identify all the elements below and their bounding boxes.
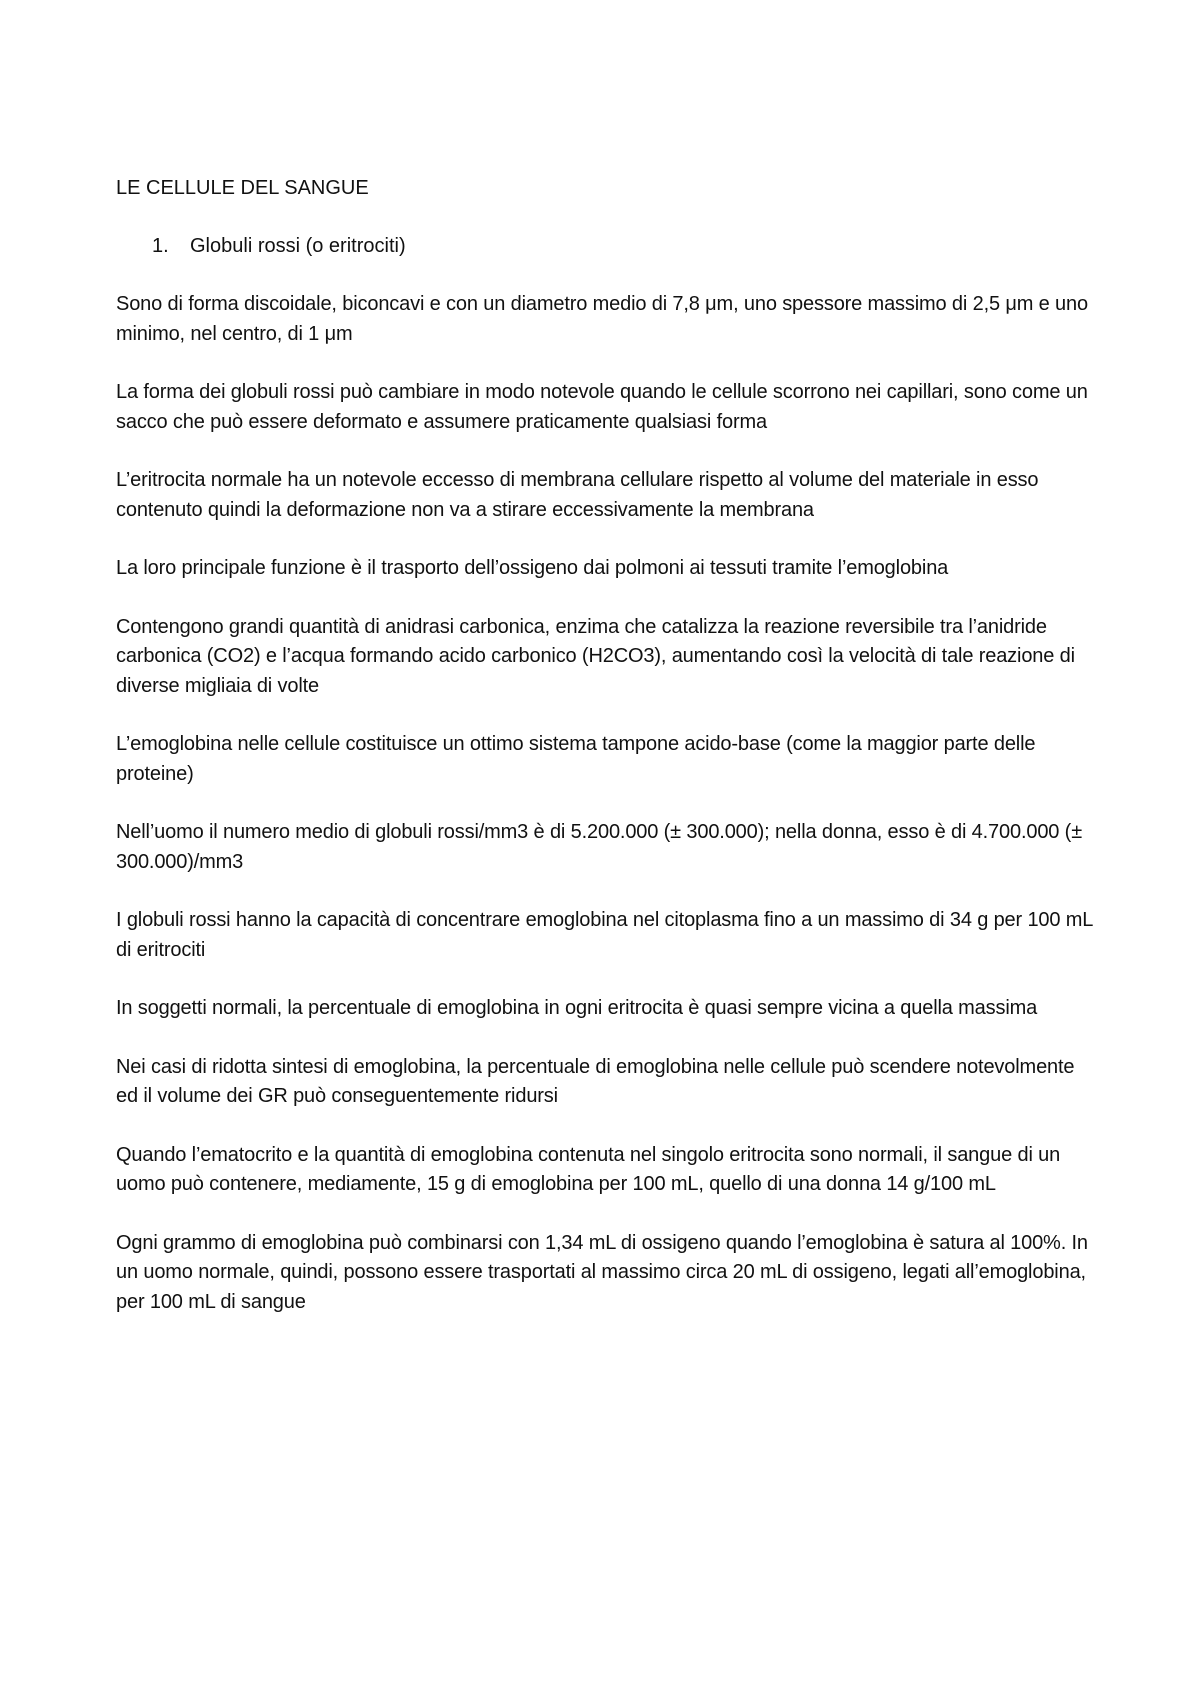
paragraph-carbonic-anhydrase: Contengono grandi quantità di anidrasi carbonica, enzima che catalizza la reazione reversibile tra l’anidride carbonica (CO2) e l’acqua formando acido carbonico (H2CO3), aumentando così la velocità di tale reazione di diverse migliaia di volte (116, 615, 1075, 697)
paragraph-function: La loro principale funzione è il trasporto dell’ossigeno dai polmoni ai tessuti tramite l’emoglobina (116, 557, 949, 579)
paragraph-shape: Sono di forma discoidale, biconcavi e con un diametro medio di 7,8 μm, uno spessore massimo di 2,5 μm e uno minimo, nel centro, di 1 μm (116, 293, 1088, 345)
paragraph-count: Nell’uomo il numero medio di globuli rossi/mm3 è di 5.200.000 (± 300.000); nella donna, esso è di 4.700.000 (± 300.000)/mm3 (116, 821, 1083, 873)
paragraph-buffer: L’emoglobina nelle cellule costituisce un ottimo sistema tampone acido-base (come la maggior parte delle proteine) (116, 733, 1036, 785)
paragraph-oxygen-capacity: Ogni grammo di emoglobina può combinarsi con 1,34 mL di ossigeno quando l’emoglobina è satura al 100%. In un uomo normale, quindi, possono essere trasportati al massimo circa 20 mL di ossigeno, legati all’emoglobina, per 100 mL di sangue (116, 1231, 1088, 1313)
section-label: Globuli rossi (o eritrociti) (190, 235, 406, 257)
paragraph-concentration: I globuli rossi hanno la capacità di concentrare emoglobina nel citoplasma fino a un massimo di 34 g per 100 mL di eritrociti (116, 909, 1093, 961)
paragraph-membrane: L’eritrocita normale ha un notevole eccesso di membrana cellulare rispetto al volume del materiale in esso contenuto quindi la deformazione non va a stirare eccessivamente la membrana (116, 469, 1039, 521)
document-body (116, 174, 1096, 1346)
section-heading (116, 232, 1096, 260)
paragraph-deformability: La forma dei globuli rossi può cambiare in modo notevole quando le cellule scorrono nei capillari, sono come un sacco che può essere deformato e assumere praticamente qualsiasi forma (116, 381, 1088, 433)
document-title: LE CELLULE DEL SANGUE (116, 177, 369, 199)
paragraph-reduced-synthesis: Nei casi di ridotta sintesi di emoglobina, la percentuale di emoglobina nelle cellule può scendere notevolmente ed il volume dei GR può conseguentemente ridursi (116, 1055, 1075, 1107)
section-number: 1. (152, 235, 169, 257)
paragraph-hematocrit: Quando l’ematocrito e la quantità di emoglobina contenuta nel singolo eritrocita sono normali, il sangue di un uomo può contenere, mediamente, 15 g di emoglobina per 100 mL, quello di una donna 14 g/100 mL (116, 1143, 1061, 1195)
paragraph-normal-subjects: In soggetti normali, la percentuale di emoglobina in ogni eritrocita è quasi sempre vicina a quella massima (116, 997, 1038, 1019)
